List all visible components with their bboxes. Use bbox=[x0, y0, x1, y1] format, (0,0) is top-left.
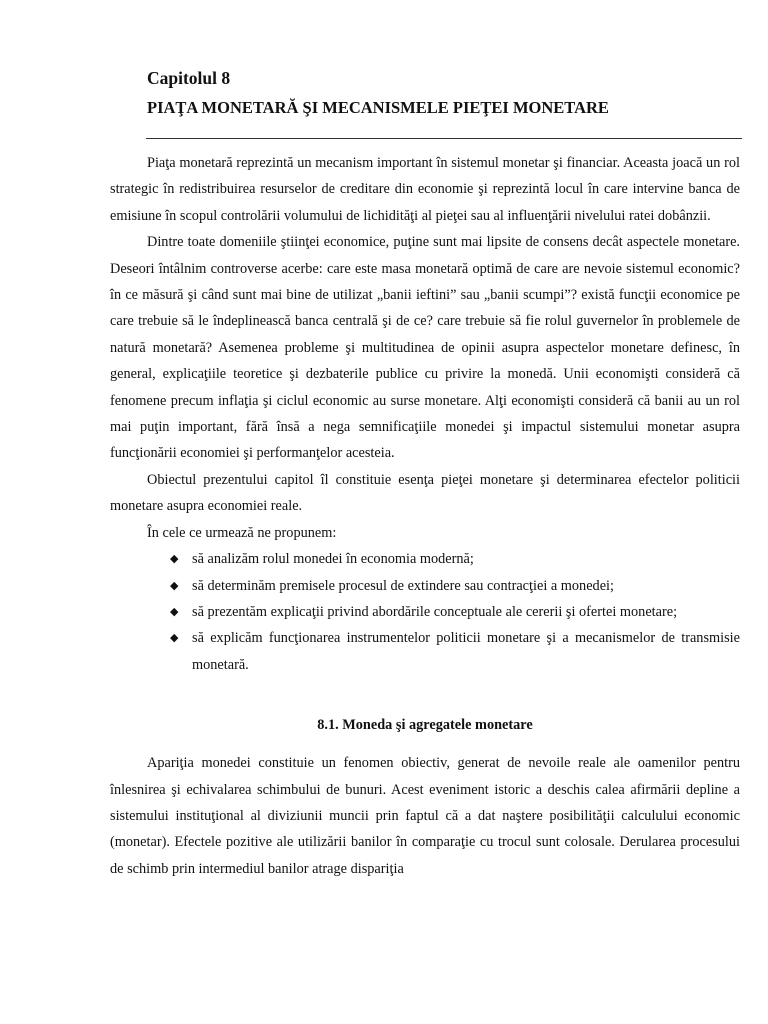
list-item-text: să explicăm funcţionarea instrumentelor politicii monetare şi a mecanismelor de transmisie monetară. bbox=[192, 630, 740, 673]
diamond-bullet-icon: ◆ bbox=[170, 632, 179, 645]
title-divider bbox=[146, 138, 742, 139]
list-item bbox=[170, 573, 740, 599]
paragraph-intro: Piaţa monetară reprezintă un mecanism important în sistemul monetar şi financiar. Aceasta joacă un rol strategic în redistribuirea resurselor de creditare din economie şi reprezintă locul în care intervine banca de emisiune în scopul controlării volumului de lichidităţi al pieţei sau al influenţării nivelului ratei dobânzii. bbox=[110, 155, 740, 224]
document-body bbox=[110, 150, 740, 882]
list-item-text: să prezentăm explicaţii privind abordările conceptuale ale cererii şi ofertei monetare; bbox=[192, 603, 678, 620]
list-item-text: să analizăm rolul monedei în economia modernă; bbox=[192, 551, 474, 568]
chapter-label: Capitolul 8 bbox=[147, 68, 231, 88]
paragraph-proposals-lead: În cele ce urmează ne propunem: bbox=[147, 524, 337, 541]
paragraph-section-intro: Apariţia monedei constituie un fenomen obiectiv, generat de nevoile reale ale oamenilor pentru înlesnirea şi echivalarea schimbului de bunuri. Acest eveniment istoric a deschis calea afirmării depline a sistemului instituţional al diviziunii muncii prin faptul că a dat naştere posibilităţii calculului economic (monetar). Efectele pozitive ale utilizării banilor în comparaţie cu trocul sunt colosale. Derularea procesului de schimb prin intermediul banilor atrage dispariţia bbox=[110, 755, 740, 877]
section-heading: 8.1. Moneda şi agregatele monetare bbox=[317, 717, 533, 734]
list-item bbox=[170, 625, 740, 678]
diamond-bullet-icon: ◆ bbox=[170, 553, 179, 566]
paragraph-controversies: Dintre toate domeniile ştiinţei economice, puţine sunt mai lipsite de consens decât aspectele monetare. Deseori întâlnim controverse acerbe: care este masa monetară optimă de care are nevoie sistemul economic? în ce măsură şi când sunt mai bine de utilizat „banii ieftini” sau „banii scumpi”? există funcţii economice pe care trebuie să le îndeplinească banca centrală şi de ce? care trebuie să fie rolul guvernelor în problemele de natură monetară? Asemenea probleme şi multitudinea de opinii asupra aspectelor monetare definesc, în general, explicaţiile teoretice şi dezbaterile publice cu privire la monedă. Unii economişti consideră că fenomene precum inflaţia şi ciclul economic au surse monetare. Alţi economişti consideră că banii au un rol mai puţin important, fără însă a nega semnificaţiile monedei şi impactul sistemului monetar asupra funcţionării economiei şi performanţelor acesteia. bbox=[110, 234, 740, 462]
diamond-bullet-icon: ◆ bbox=[170, 579, 179, 592]
diamond-bullet-icon: ◆ bbox=[170, 605, 179, 618]
chapter-title: PIAŢA MONETARĂ ŞI MECANISMELE PIEŢEI MONETARE bbox=[147, 98, 609, 117]
objectives-list bbox=[110, 546, 740, 678]
list-item-text: să determinăm premisele procesul de extindere sau contracţiei a monedei; bbox=[192, 577, 614, 594]
paragraph-objective: Obiectul prezentului capitol îl constituie esenţa pieţei monetare şi determinarea efectelor politicii monetare asupra economiei reale. bbox=[110, 471, 740, 515]
list-item bbox=[170, 546, 740, 572]
list-item bbox=[170, 599, 740, 625]
